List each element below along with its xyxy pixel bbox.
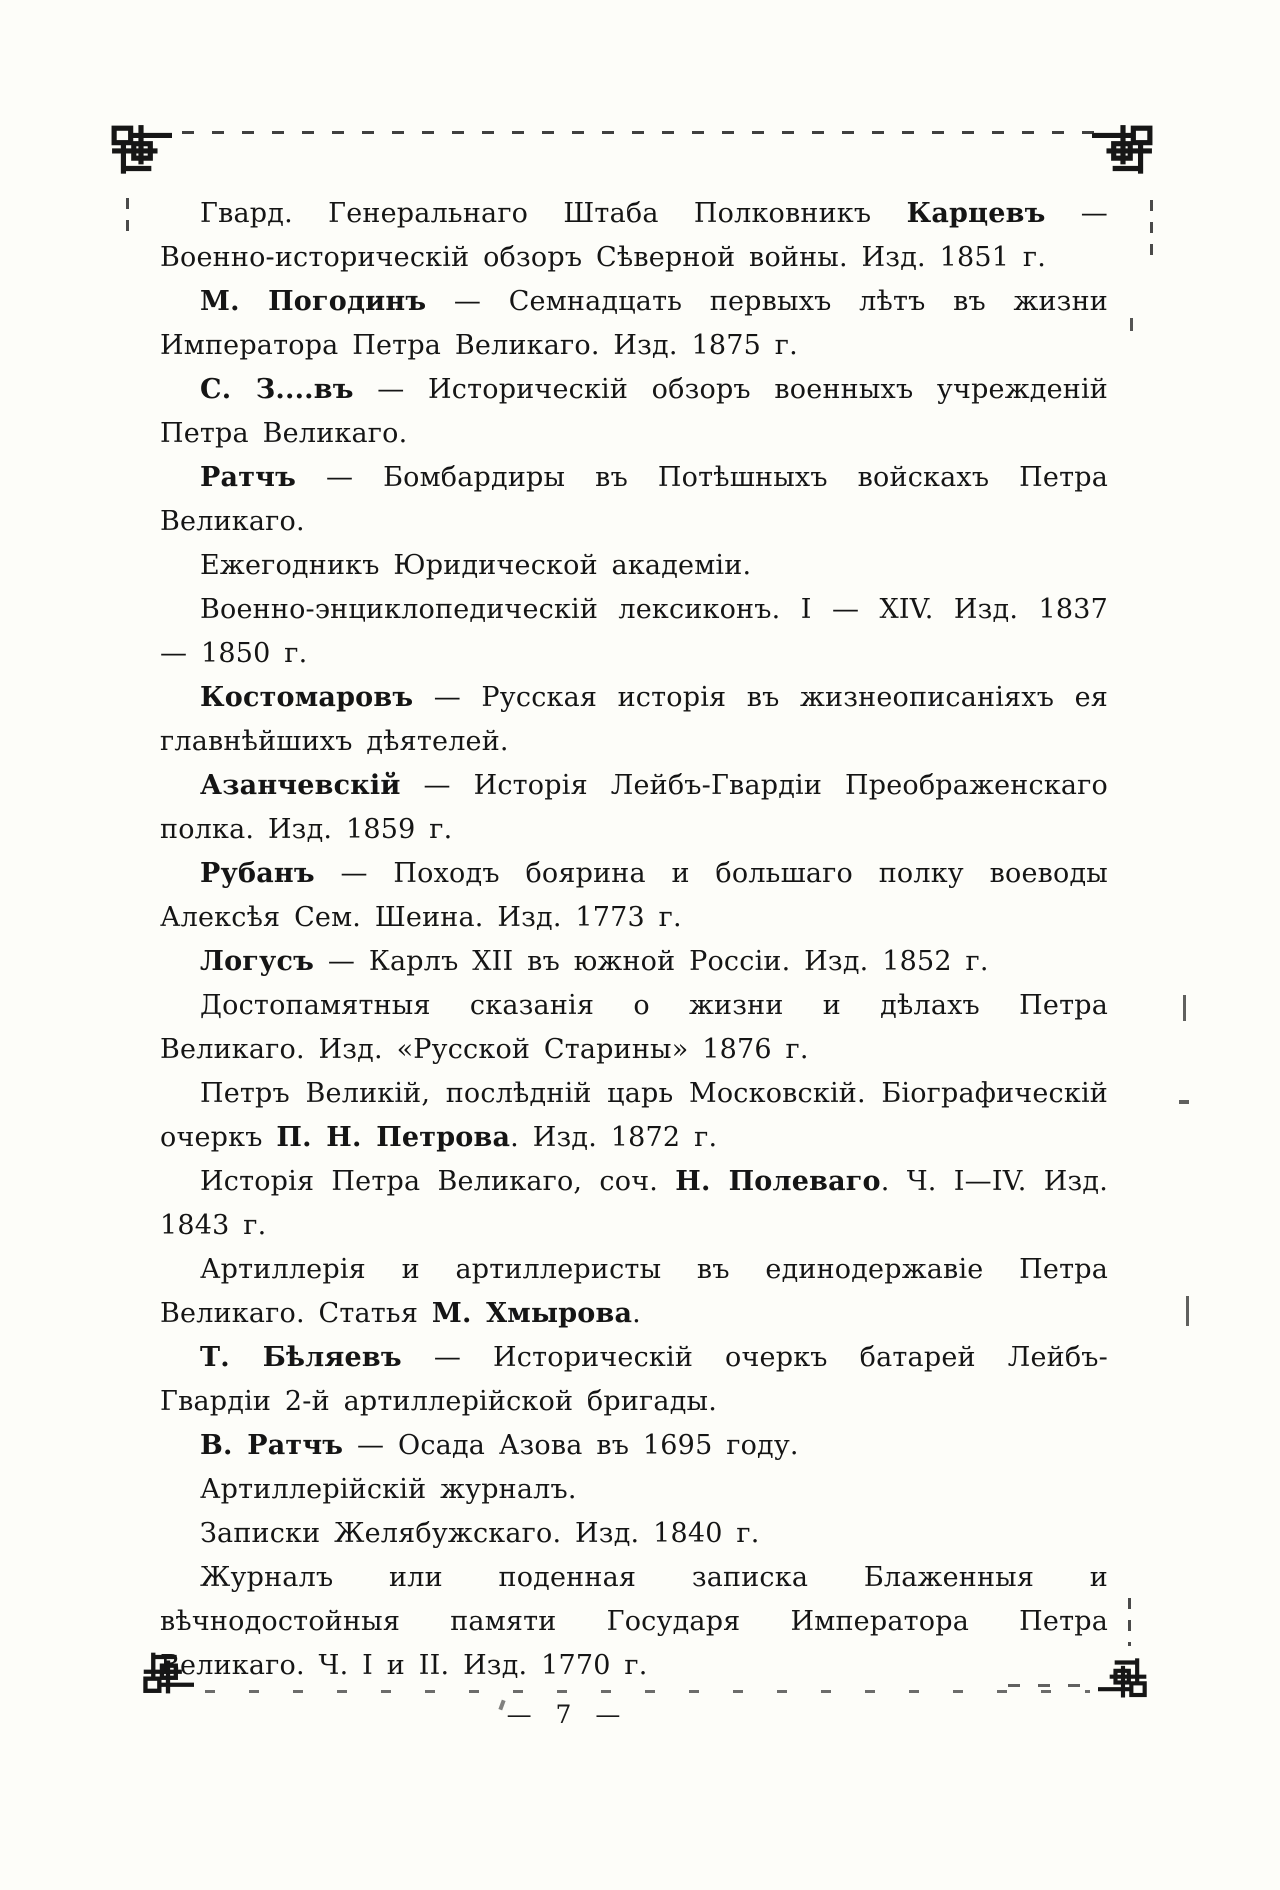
author-name: М. Хмырова	[431, 1298, 633, 1329]
page-border-right-bottom-dash	[1128, 1598, 1131, 1646]
author-name: В. Ратчъ	[200, 1430, 344, 1461]
bibliography-entry	[160, 852, 1108, 940]
entry-text: — Русская исторія въ жизнеописаніяхъ ея главнѣйшихъ дѣятелей.	[160, 682, 1108, 757]
page-border-top	[182, 131, 1100, 134]
bibliography-entry	[160, 544, 1108, 588]
author-name: Карцевъ	[906, 198, 1046, 229]
author-name: Рубанъ	[200, 858, 315, 889]
page-border-bottom	[205, 1690, 1090, 1693]
entry-text: . Ч. I—IV. Изд. 1843 г.	[160, 1166, 1108, 1241]
entry-text: Записки Желябужскаго. Изд. 1840 г.	[200, 1518, 760, 1549]
entry-text: Ежегодникъ Юридической академіи.	[200, 550, 752, 581]
entry-text: Исторія Петра Великаго, соч.	[200, 1166, 676, 1197]
entry-text: — Бомбардиры въ Потѣшныхъ войскахъ Петра Великаго.	[160, 462, 1108, 537]
bibliography-entry	[160, 1556, 1108, 1688]
author-name: Азанчевскій	[200, 770, 401, 801]
author-name: Костомаровъ	[200, 682, 414, 713]
bibliography-entry	[160, 368, 1108, 456]
author-name: М. Погодинъ	[200, 286, 427, 317]
bibliography-entry	[160, 1072, 1108, 1160]
bibliography-entry	[160, 192, 1108, 280]
corner-knot-top-right-icon	[1092, 122, 1154, 184]
entry-text: . Изд. 1872 г.	[510, 1122, 718, 1153]
entry-text: — Походъ боярина и большаго полку воеводы Алексѣя Сем. Шеина. Изд. 1773 г.	[160, 858, 1108, 933]
author-name: Логусъ	[200, 946, 315, 977]
entry-text: — Семнадцать первыхъ лѣтъ въ жизни Императора Петра Великаго. Изд. 1875 г.	[160, 286, 1109, 361]
page-border-right-dash	[1150, 200, 1153, 266]
bibliography-entry	[160, 940, 1108, 984]
entry-text: — Карлъ XII въ южной Россіи. Изд. 1852 г.	[314, 946, 989, 977]
bibliography-entry	[160, 1248, 1108, 1336]
author-name: Ратчъ	[200, 462, 297, 493]
bibliography-entry	[160, 1424, 1108, 1468]
page-number: — 7 —	[506, 1700, 624, 1729]
author-name: С. З....въ	[200, 374, 354, 405]
entry-text: — Историческій очеркъ батарей Лейбъ-Гвардіи 2-й артиллерійской бригады.	[160, 1342, 1108, 1417]
entry-text: Артиллерія и артиллеристы въ единодержавіе Петра Великаго. Статья	[160, 1254, 1108, 1329]
entry-text: — Военно-историческій обзоръ Сѣверной войны. Изд. 1851 г.	[160, 198, 1109, 273]
entry-text: — Исторія Лейбъ-Гвардіи Преображенскаго полка. Изд. 1859 г.	[160, 770, 1108, 845]
entry-text: Журналъ или поденная записка Блаженныя и вѣчнодостойныя памяти Государя Императора Петра Великаго. Ч. I и II. Изд. 1770 г.	[160, 1562, 1108, 1681]
entry-text: Военно-энциклопедическій лексиконъ. I — XIV. Изд. 1837 — 1850 г.	[160, 594, 1108, 669]
entry-text: Артиллерійскій журналъ.	[200, 1474, 577, 1505]
entry-text: — Осада Азова въ 1695 году.	[343, 1430, 799, 1461]
entry-text: — Историческій обзоръ военныхъ учрежденій Петра Великаго.	[160, 374, 1108, 449]
scan-artifact	[1179, 1100, 1189, 1104]
bibliography-entry	[160, 764, 1108, 852]
scan-artifact	[1130, 318, 1133, 331]
bibliography-entry	[160, 456, 1108, 544]
corner-knot-top-left-icon	[110, 122, 172, 184]
bibliography-entry	[160, 588, 1108, 676]
entry-text: .	[632, 1298, 641, 1329]
scan-artifact	[1183, 995, 1186, 1021]
author-name: Н. Полеваго	[675, 1166, 881, 1197]
entry-text: Петръ Великій, послѣдній царь Московскій. Біографическій очеркъ	[160, 1078, 1108, 1153]
scan-artifact	[1186, 1296, 1189, 1326]
bibliography-entry	[160, 280, 1108, 368]
author-name: Т. Бѣляевъ	[200, 1342, 402, 1373]
author-name: П. Н. Петрова	[276, 1122, 511, 1153]
bibliography-entry	[160, 1336, 1108, 1424]
entry-text: Достопамятныя сказанія о жизни и дѣлахъ Петра Великаго. Изд. «Русской Старины» 1876 г.	[160, 990, 1108, 1065]
bibliography-entry	[160, 1512, 1108, 1556]
entry-text: Гвард. Генеральнаго Штаба Полковникъ	[200, 198, 907, 229]
bibliography-entry	[160, 1160, 1108, 1248]
bibliography-entry	[160, 984, 1108, 1072]
bibliography-entry	[160, 676, 1108, 764]
bibliography-list	[160, 192, 1108, 1688]
page-border-left-dash	[126, 198, 129, 240]
bibliography-entry	[160, 1468, 1108, 1512]
